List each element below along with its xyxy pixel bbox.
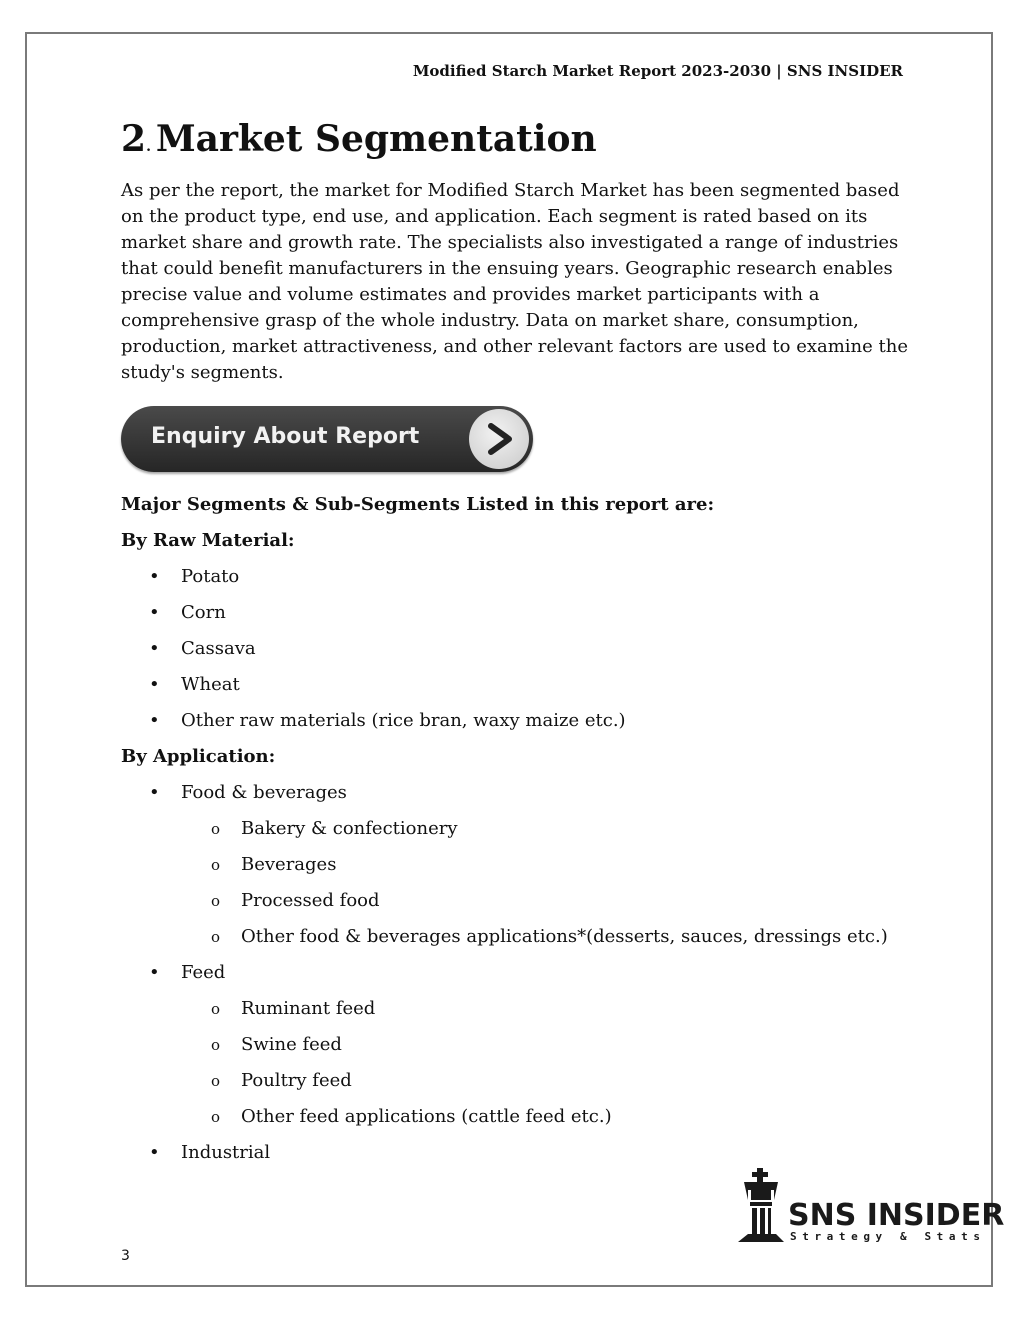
section-number: 2 [121, 118, 147, 160]
application-heading: By Application: [121, 746, 276, 767]
intro-paragraph: As per the report, the market for Modified Starch Market has been segmented based on the product type, end use, and application. Each segment is rated based on its market share and growth rate. The specialists also investigated a range of industries that could benefit manufacturers in the ensuing years. Geographic research enables precise value and volume estimates and provides market participants with a comprehensive grasp of the whole industry. Data on market share, consumption, production, market attractiveness, and other relevant factors are used to examine the study's segments. [121, 180, 908, 383]
chevron-right-icon [469, 409, 529, 469]
running-header: Modified Starch Market Report 2023-2030 | SNS INSIDER [412, 62, 903, 80]
section-title: 2. Market Segmentation [121, 118, 597, 160]
logo-tagline: Strategy & Stats [790, 1230, 986, 1243]
enquiry-button[interactable] [121, 406, 533, 472]
chess-king-icon [736, 1168, 786, 1246]
page-number: 3 [121, 1248, 130, 1264]
section-title-text: Market Segmentation [155, 118, 597, 160]
raw-material-heading: By Raw Material: [121, 530, 295, 551]
sns-insider-logo [736, 1168, 1005, 1246]
logo-name: SNS INSIDER [788, 1198, 1005, 1233]
enquiry-button-label: Enquiry About Report [151, 424, 420, 449]
segments-heading: Major Segments & Sub-Segments Listed in this report are: [121, 494, 715, 515]
